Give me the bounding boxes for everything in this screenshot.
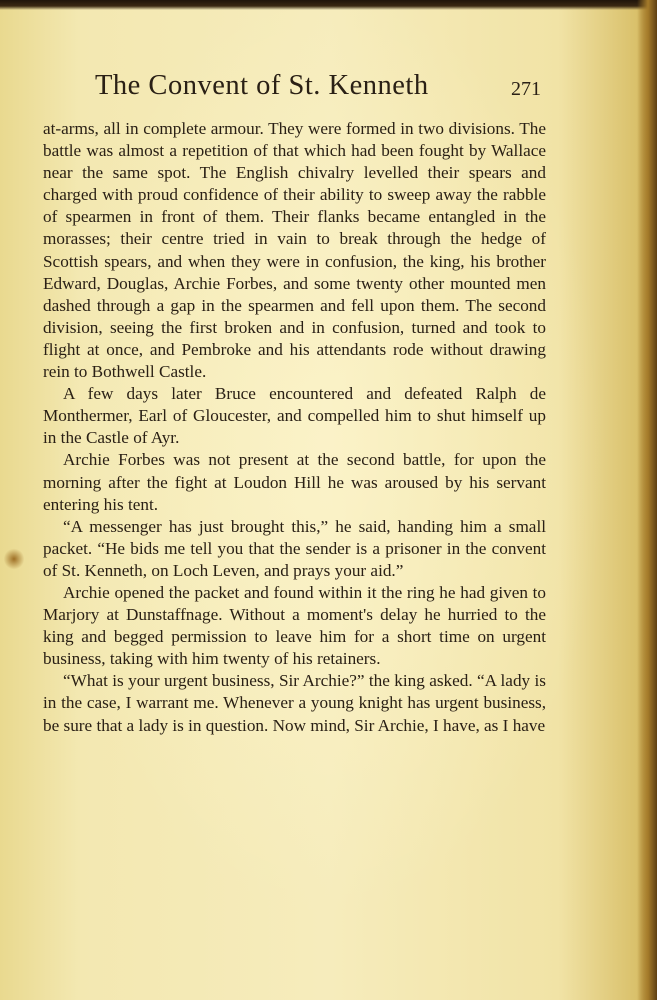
paragraph: “A messenger has just brought this,” he said, handing him a small packet. “He bids me tell you that the sender is a prisoner in the convent of St. Kenneth, on Loch Leven, and prays your aid.” [43, 516, 546, 580]
page-header [0, 70, 657, 110]
paragraph: at-arms, all in complete armour. They were formed in two divisions. The battle was almost a repetition of that which had been fought by Wallace near the same spot. The English chivalry levelled their spears and charged with proud confidence of their ability to sweep away the rabble of spearmen in front of them. Their flanks became entangled in the morasses; their centre tried in vain to break through the hedge of Scottish spears, and when they were in confusion, the king, his brother Edward, Douglas, Archie Forbes, and some twenty other mounted men dashed through a gap in the spearmen and fell upon them. The second division, seeing the first broken and in confusion, turned and took to flight at once, and Pembroke and his attendants rode without drawing rein to Bothwell Castle. [43, 119, 546, 382]
page-number: 271 [511, 78, 541, 100]
paragraph: “What is your urgent business, Sir Archie?” the king asked. “A lady is in the case, I warrant me. Whenever a young knight has urgent business, be sure that a lady is in question. Now mind, Sir Archie, I have, as I have [43, 671, 546, 735]
body-text [43, 118, 546, 737]
page-top-shadow [0, 0, 657, 10]
running-title: The Convent of St. Kenneth [95, 70, 429, 101]
paragraph: A few days later Bruce encountered and defeated Ralph de Monthermer, Earl of Gloucester, and compelled him to shut himself up in the Castle of Ayr. [43, 384, 546, 448]
paragraph: Archie Forbes was not present at the second battle, for upon the morning after the fight at Loudon Hill he was aroused by his servant entering his tent. [43, 450, 546, 514]
page-spine-shadow [637, 0, 657, 1000]
paragraph: Archie opened the packet and found within it the ring he had given to Marjory at Dunstaffnage. Without a moment's delay he hurried to the king and begged permission to leave him for a short time on urgent business, taking with him twenty of his retainers. [43, 582, 546, 669]
paper-stain [4, 548, 24, 570]
